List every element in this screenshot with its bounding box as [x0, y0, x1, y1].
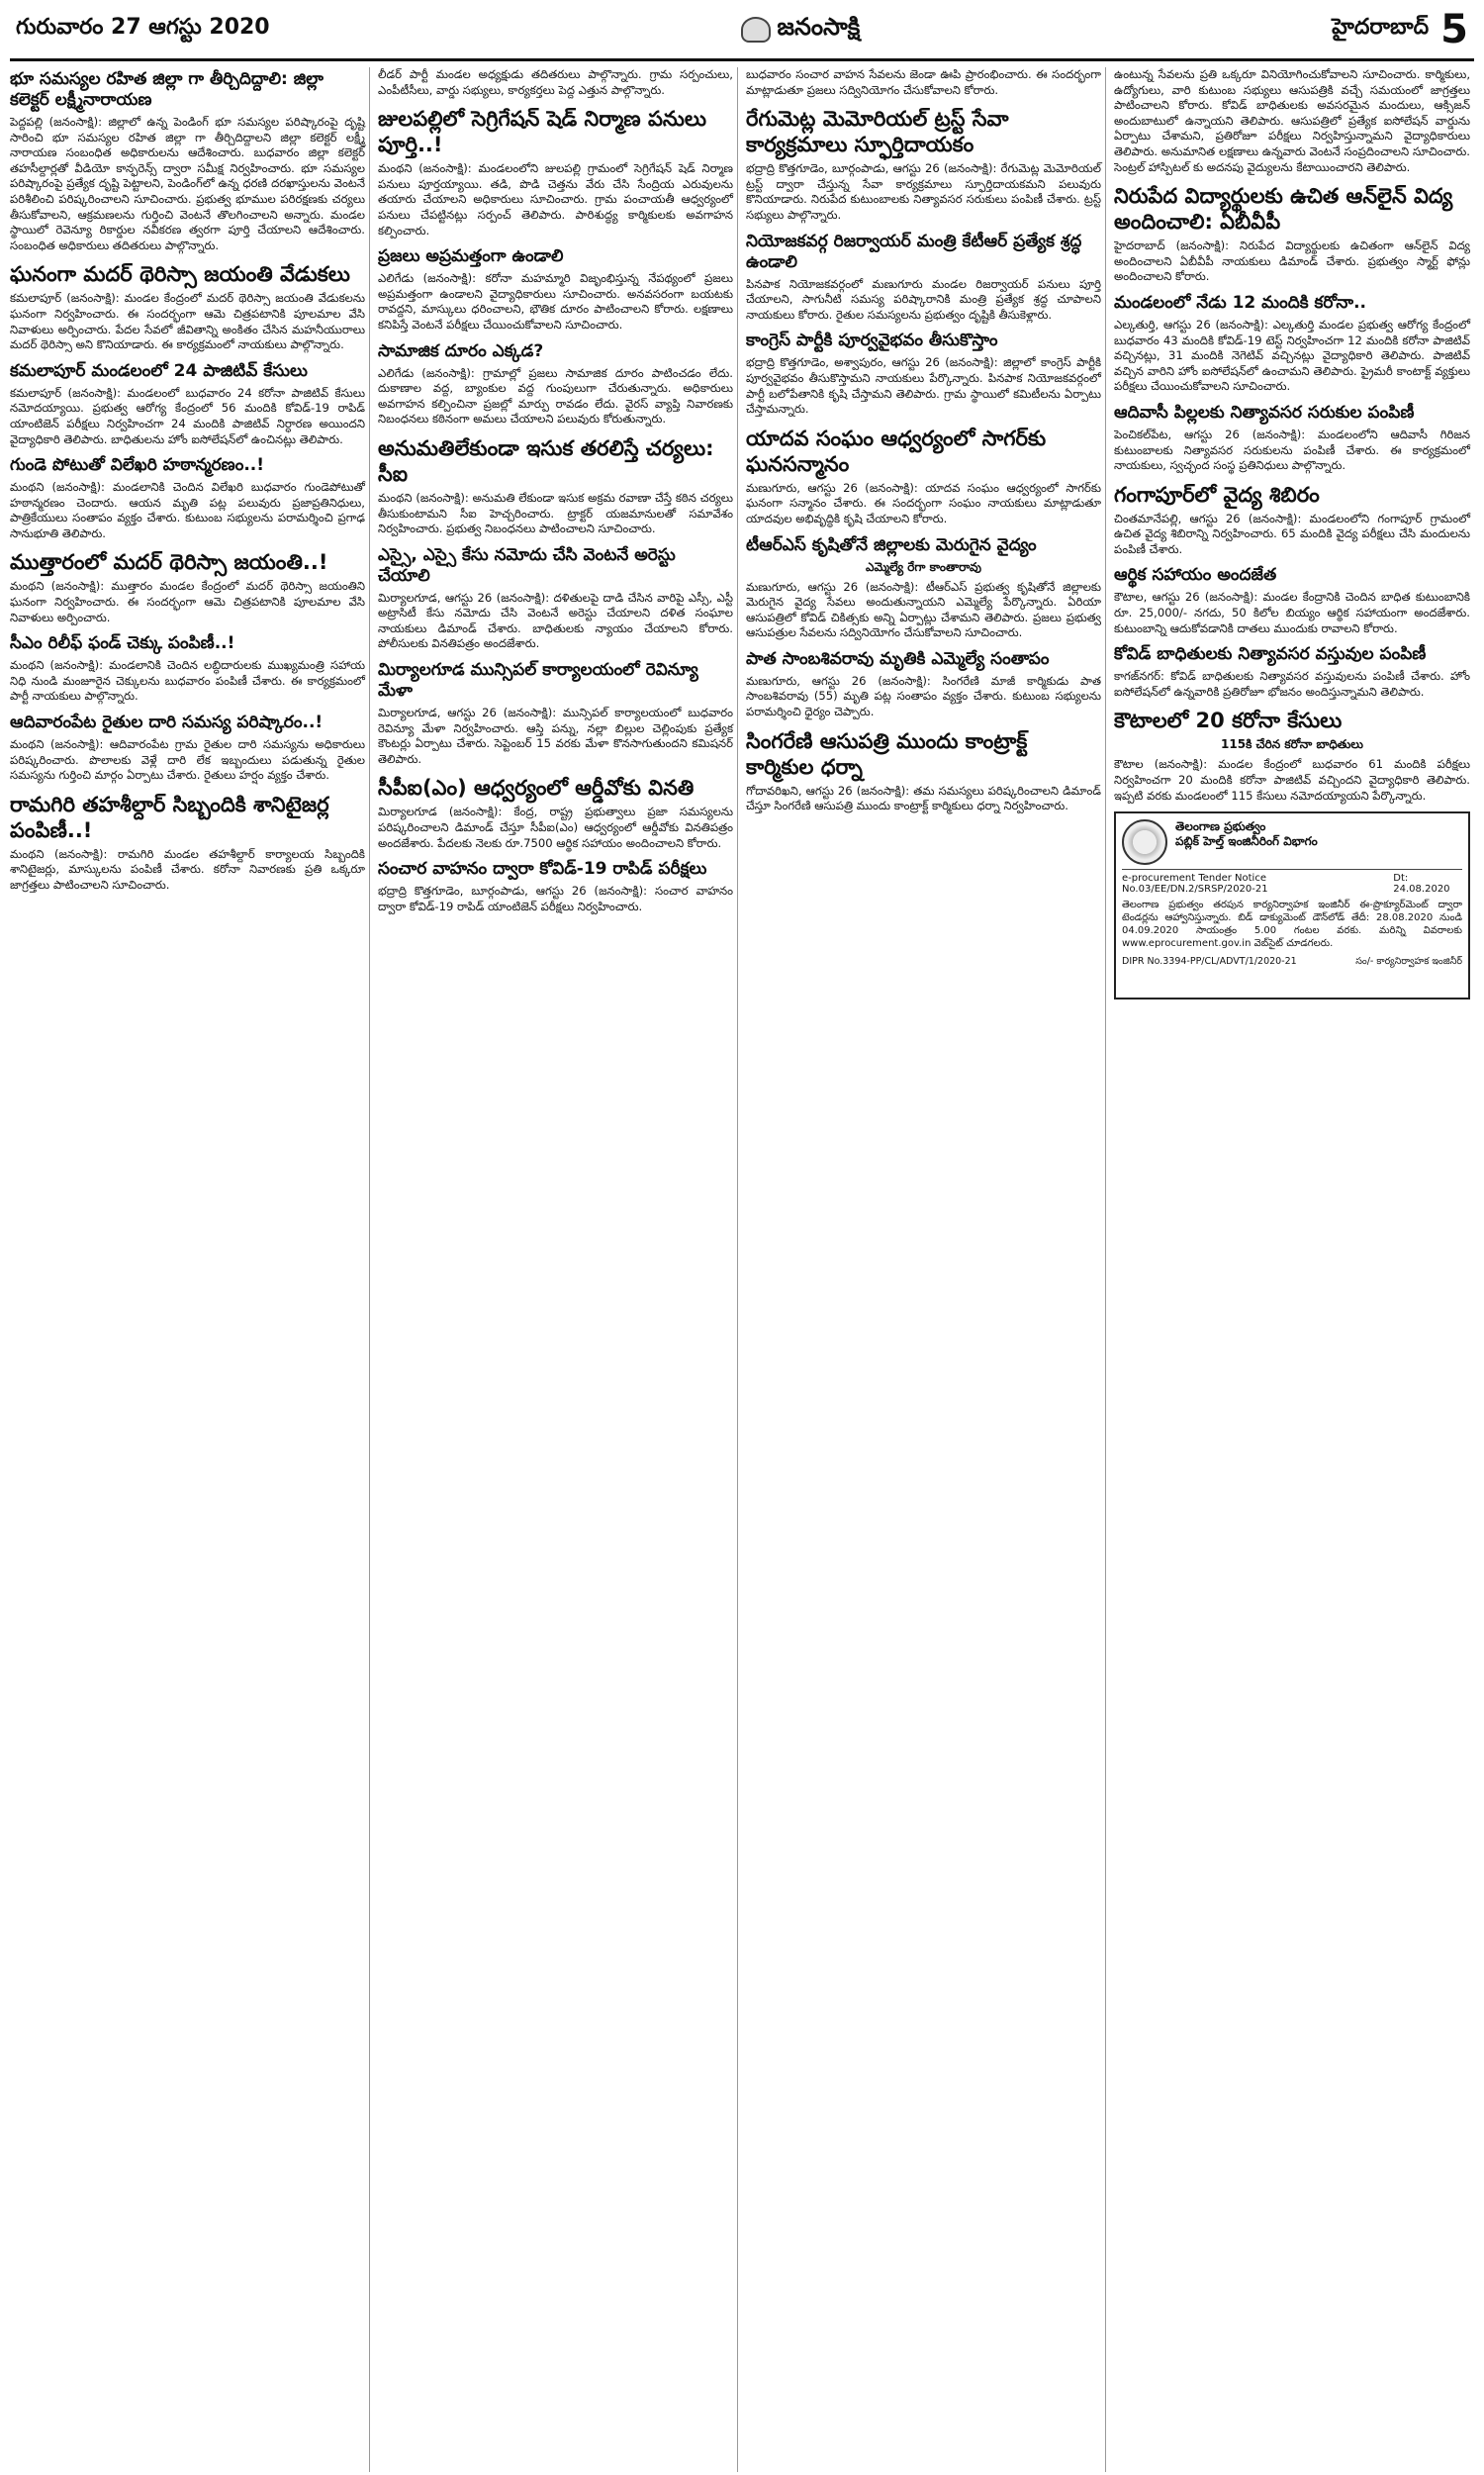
article-body: మంథని (జనంసాక్షి): ఆదివారంపేట గ్రామ రైతుల దారి సమస్యను అధికారులు పరిష్కరించారు. పొలాలకు వెళ్లే దారి లేక ఇబ్బందులు పడుతున్న రైతుల సమస్యను గుర్తించి మార్గం ఏర్పాటు చేశారు. రైతులు హర్షం వ్యక్తం చేశారు.: [10, 737, 365, 783]
news-article: [378, 67, 733, 98]
ad-date: Dt: 24.08.2020: [1393, 873, 1450, 896]
article-headline: రేగుమెట్ల మెమోరియల్ ట్రస్ట్ సేవా కార్యక్రమాలు స్ఫూర్తిదాయకం: [746, 107, 1009, 157]
article-body: కాగజ్‌నగర్: కోవిడ్ బాధితులకు నిత్యావసర వస్తువులను పంపిణీ చేశారు. హోం ఐసోలేషన్‌లో ఉన్నవారికి ప్రతిరోజూ భోజనం అందిస్తున్నామని తెలిపారు.: [1114, 669, 1470, 699]
news-article: [378, 106, 733, 238]
article-body: ఉంటున్న సేవలను ప్రతి ఒక్కరూ వినియోగించుకోవాలని సూచించారు. కార్మికులు, ఉద్యోగులు, వారి కుటుంబ సభ్యులు ఆసుపత్రికి వచ్చే సమయంలో జాగ్రత్తలు పాటించాలని కోరారు. కోవిడ్ బాధితులకు అవసరమైన మందులు, ఆక్సిజన్ అందుబాటులో ఉన్నాయని తెలిపారు. ఆసుపత్రిలో ప్రత్యేక ఐసోలేషన్ వార్డును ఏర్పాటు చేశామని, ప్రతిరోజూ పరీక్షలు నిర్వహిస్తున్నామని వైద్యాధికారులు తెలిపారు. అనుమానిత లక్షణాలు ఉన్నవారు వెంటనే సంప్రదించాలని సూచించారు. సెంట్రల్ హాస్పిటల్ కు అదనపు వైద్యులను కేటాయించారని తెలిపారు.: [1114, 67, 1470, 174]
article-body: కౌటాల (జనంసాక్షి): మండల కేంద్రంలో బుధవారం 61 మందికి పరీక్షలు నిర్వహించగా 20 మందికి కరోనా పాజిటివ్ వచ్చిందని వైద్యాధికారి తెలిపారు. ఇప్పటి వరకు మండలంలో 115 కేసులు నమోదయ్యాయని పేర్కొన్నారు.: [1114, 757, 1470, 803]
news-article: [10, 549, 365, 625]
news-article: [1114, 403, 1470, 474]
article-body: మంథని (జనంసాక్షి): మండలానికి చెందిన లబ్ధిదారులకు ముఖ్యమంత్రి సహాయ నిధి నుండి మంజూరైన చెక్కులను బుధవారం పంపిణీ చేశారు. ఈ కార్యక్రమంలో పార్టీ నాయకులు పాల్గొన్నారు.: [10, 658, 365, 704]
news-article: [10, 361, 365, 447]
article-headline: సంచార వాహనం ద్వారా కోవిడ్-19 రాపిడ్ పరీక్షలు: [378, 859, 707, 880]
article-body: ఎలిగేడు (జనంసాక్షి): గ్రామాల్లో ప్రజలు సామాజిక దూరం పాటించడం లేదు. దుకాణాల వద్ద, బ్యాంకుల వద్ద గుంపులుగా చేరుతున్నారు. అధికారులు అవగాహన కల్పించినా ప్రజల్లో మార్పు రావడం లేదు. వైరస్ వ్యాప్తి నివారణకు నిబంధనలు కఠినంగా అమలు చేయాలని పలువురు కోరుతున్నారు.: [378, 365, 733, 427]
news-article: [1114, 183, 1470, 285]
column-3: [746, 67, 1106, 2472]
article-body: మిర్యాలగూడ, ఆగస్టు 26 (జనంసాక్షి): మున్సిపల్ కార్యాలయంలో బుధవారం రెవిన్యూ మేళా నిర్వహించారు. ఆస్తి పన్ను, నల్లా బిల్లుల చెల్లింపుకు ప్రత్యేక కౌంటర్లు ఏర్పాటు చేశారు. సెప్టెంబర్ 15 వరకు మేళా కొనసాగుతుందని కమిషనర్ తెలిపారు.: [378, 706, 733, 766]
news-article: [10, 455, 365, 541]
article-headline: యాదవ సంఘం ఆధ్వర్యంలో సాగర్‌కు ఘనసన్మానం: [746, 426, 1047, 476]
article-headline: గుండె పోటుతో విలేఖరి హఠాన్మరణం..!: [10, 455, 265, 476]
news-article: [10, 633, 365, 705]
news-article: [1114, 708, 1470, 804]
column-2: [378, 67, 738, 2472]
article-headline: కమలాపూర్ మండలంలో 24 పాజిటివ్ కేసులు: [10, 360, 308, 381]
news-article: [10, 69, 365, 253]
article-headline: నియోజకవర్గ రిజర్వాయర్ మంత్రి కేటీఆర్ ప్రత్యేక శ్రద్ధ ఉండాలి: [746, 231, 1082, 272]
article-body: చింతమానేపల్లి, ఆగస్టు 26 (జనంసాక్షి): మండలంలోని గంగాపూర్ గ్రామంలో ఉచిత వైద్య శిబిరాన్ని నిర్వహించారు. 65 మందికి వైద్య పరీక్షలు చేసి మందులను పంపిణీ చేశారు.: [1114, 511, 1470, 556]
news-article: [1114, 67, 1470, 175]
article-body: పినపాక నియోజకవర్గంలో మణుగూరు మండల రిజర్వాయర్ పనులు పూర్తి చేయాలని, సాగునీటి సమస్య పరిష్కారానికి మంత్రి ప్రత్యేక శ్రద్ధ చూపాలని నాయకులు కోరారు. రైతుల సమస్యలను ప్రభుత్వం దృష్టికి తీసుకెళ్లారు.: [746, 276, 1101, 322]
article-headline: నిరుపేద విద్యార్థులకు ఉచిత ఆన్‌లైన్ విద్య అందించాలి: ఏబీవీపీ: [1114, 184, 1453, 235]
article-body: లీడర్ పార్టీ మండల అధ్యక్షుడు తదితరులు పాల్గొన్నారు. గ్రామ సర్పంచులు, ఎంపీటీసీలు, వార్డు సభ్యులు, కార్యకర్తలు పెద్ద ఎత్తున పాల్గొన్నారు.: [378, 67, 733, 97]
news-article: [1114, 293, 1470, 395]
article-body: ఎల్కతుర్తి, ఆగస్టు 26 (జనంసాక్షి): ఎల్కతుర్తి మండల ప్రభుత్వ ఆరోగ్య కేంద్రంలో బుధవారం 43 మందికి కోవిడ్-19 టెస్ట్ నిర్వహించగా 12 మందికి కరోనా పాజిటివ్ వచ్చినట్లు, 31 మందికి నెగెటివ్ వచ్చినట్లు వైద్యాధికారి తెలిపారు. పాజిటివ్ వచ్చిన వారిని హోం ఐసోలేషన్‌లో ఉంచామని తెలిపారు. ప్రైమరీ కాంటాక్ట్ వ్యక్తులు పరీక్షలు చేయించుకోవాలని సూచించారు.: [1114, 317, 1470, 394]
news-article: [378, 341, 733, 428]
news-article: [10, 792, 365, 894]
article-headline: సామాజిక దూరం ఎక్కడ?: [378, 340, 544, 361]
column-4: [1114, 67, 1474, 2472]
article-body: మంథని (జనంసాక్షి): రామగిరి మండల తహశీల్దార్ కార్యాలయ సిబ్బందికి శానిటైజర్లు, మాస్కులను పంపిణీ చేశారు. కరోనా నివారణకు ప్రతి ఒక్కరూ జాగ్రత్తలు పాటించాలని సూచించారు.: [10, 846, 365, 892]
ad-dept: తెలంగాణ ప్రభుత్వం: [1175, 819, 1266, 834]
article-body: గోదావరిఖని, ఆగస్టు 26 (జనంసాక్షి): తమ సమస్యలు పరిష్కరించాలని డిమాండ్ చేస్తూ సింగరేణి ఆసుపత్రి ముందు కాంట్రాక్ట్ కార్మికులు ధర్నా నిర్వహించారు.: [746, 783, 1101, 813]
article-body: మణుగూరు, ఆగస్టు 26 (జనంసాక్షి): టీఆర్ఎస్ ప్రభుత్వ కృషితోనే జిల్లాలకు మెరుగైన వైద్య సేవలు అందుతున్నాయని ఎమ్మెల్యే పేర్కొన్నారు. ఏరియా ఆసుపత్రిలో కోవిడ్ చికిత్సకు అన్ని ఏర్పాట్లు చేశామని తెలిపారు. ప్రజలు ప్రభుత్వ ఆసుపత్రుల సేవలను సద్వినియోగం చేసుకోవాలని సూచించారు.: [746, 579, 1101, 640]
issue-date: గురువారం 27 ఆగస్టు 2020: [16, 14, 270, 40]
article-body: మంథని (జనంసాక్షి): మండలంలోని జులపల్లి గ్రామంలో సెగ్రిగేషన్ షెడ్ నిర్మాణ పనులు పూర్తయ్యాయి. తడి, పొడి చెత్తను వేరు చేసి సేంద్రియ ఎరువులను తయారు చేయాలని అధికారులు సూచించారు. గ్రామ పంచాయతీ ఆధ్వర్యంలో పనులు చేపట్టినట్లు సర్పంచ్ తెలిపారు. పారిశుద్ధ్య కార్మికులకు అవగాహన కల్పించారు.: [378, 161, 733, 238]
article-body: పెంచికల్‌పేట, ఆగస్టు 26 (జనంసాక్షి): మండలంలోని ఆదివాసీ గిరిజన కుటుంబాలకు నిత్యావసర సరుకులను పంపిణీ చేశారు. ఈ కార్యక్రమంలో నాయకులు, స్వచ్ఛంద సంస్థ ప్రతినిధులు పాల్గొన్నారు.: [1114, 427, 1470, 473]
article-headline: ప్రజలు అప్రమత్తంగా ఉండాలి: [378, 246, 564, 267]
article-headline: ఎస్సై, ఎస్సై కేసు నమోదు చేసి వెంటనే అరెస్టు చేయాలి: [378, 544, 676, 586]
article-body: మిర్యాలగూడ (జనంసాక్షి): కేంద్ర, రాష్ట్ర ప్రభుత్వాలు ప్రజా సమస్యలను పరిష్కరించాలని డిమాండ్ చేస్తూ సీపీఐ(ఎం) ఆధ్వర్యంలో ఆర్డీవోకు వినతిపత్రం అందజేశారు. పేదలకు నెలకు రూ.7500 ఆర్థిక సహాయం అందించాలని కోరారు.: [378, 805, 733, 850]
ad-tender-no: e-procurement Tender Notice No.03/EE/DN.2/SRSP/2020-21: [1122, 873, 1268, 896]
ad-footer: [1122, 956, 1462, 969]
article-body: హైదరాబాద్ (జనంసాక్షి): నిరుపేద విద్యార్థులకు ఉచితంగా ఆన్‌లైన్ విద్య అందించాలని ఏబీవీపీ నాయకులు డిమాండ్ చేశారు. ప్రభుత్వం స్మార్ట్ ఫోన్లు అందించాలని కోరారు.: [1114, 238, 1470, 284]
news-article: [1114, 644, 1470, 700]
article-headline: ముత్తారంలో మదర్ థెరిస్సా జయంతి..!: [10, 550, 328, 575]
article-body: ఎలిగేడు (జనంసాక్షి): కరోనా మహమ్మారి విజృంభిస్తున్న నేపథ్యంలో ప్రజలు అప్రమత్తంగా ఉండాలని వైద్యాధికారులు సూచించారు. అనవసరంగా బయటకు రావద్దని, మాస్కులు ధరించాలని, భౌతిక దూరం పాటించాలని కోరారు. లక్షణాలు కనిపిస్తే వెంటనే పరీక్షలు చేయించుకోవాలని సూచించారు.: [378, 271, 733, 332]
news-article: [10, 261, 365, 352]
news-columns: [10, 67, 1474, 2472]
article-headline: భూ సమస్యల రహిత జిల్లా గా తీర్చిదిద్దాలి: జిల్లా కలెక్టర్ లక్ష్మీనారాయణ: [10, 69, 324, 110]
ad-signature: సం/- కార్యనిర్వాహక ఇంజినీర్: [1355, 956, 1462, 968]
news-article: [746, 232, 1101, 324]
news-article: [1114, 482, 1470, 558]
article-headline: ఘనంగా మదర్ థెరిస్సా జయంతి వేడుకలు: [10, 262, 350, 287]
page-number: 5: [1440, 6, 1468, 52]
article-body: కమలాపూర్ (జనంసాక్షి): మండల కేంద్రంలో మదర్ థెరిస్సా జయంతి వేడుకలను ఘనంగా నిర్వహించారు. ఈ సందర్భంగా ఆమె చిత్రపటానికి పూలమాల వేసి నివాళులు అర్పించారు. పేదల సేవలో జీవితాన్ని అంకితం చేసిన మహనీయురాలు మదర్ థెరిస్సా అని కొనియాడారు. ఈ కార్యక్రమంలో నాయకులు పాల్గొన్నారు.: [10, 291, 365, 352]
article-body: బుధవారం సంచార వాహన సేవలను జెండా ఊపి ప్రారంభించారు. ఈ సందర్భంగా మాట్లాడుతూ ప్రజలు సద్వినియోగం చేసుకోవాలని కోరారు.: [746, 67, 1101, 97]
article-headline: సీపీఐ(ఎం) ఆధ్వర్యంలో ఆర్డీవోకు వినతి: [378, 776, 695, 801]
ad-heading-block: [1175, 819, 1318, 849]
news-article: [746, 426, 1101, 527]
masthead-right: [1332, 7, 1468, 52]
news-article: [10, 713, 365, 784]
article-subheadline: ఎమ్మెల్యే రేగా కాంతారావు: [866, 559, 981, 574]
article-headline: గంగాపూర్‌లో వైద్య శిబిరం: [1114, 482, 1320, 507]
paper-name: జనంసాక్షి: [777, 12, 861, 41]
article-headline: టీఆర్ఎస్ కృషితోనే జిల్లాలకు మెరుగైన వైద్యం: [746, 534, 1037, 555]
article-body: భద్రాద్రి కొత్తగూడెం, బూర్గంపాడు, ఆగస్టు 26 (జనంసాక్షి): రేగుమెట్ల మెమోరియల్ ట్రస్ట్ ద్వారా చేస్తున్న సేవా కార్యక్రమాలు స్ఫూర్తిదాయకమని పలువురు కొనియాడారు. నిరుపేద కుటుంబాలకు నిత్యావసర సరుకులు పంపిణీ చేశారు. ట్రస్ట్ సభ్యులు పాల్గొన్నారు.: [746, 161, 1101, 222]
article-headline: కౌటాలలో 20 కరోనా కేసులు: [1114, 709, 1343, 733]
article-body: మణుగూరు, ఆగస్టు 26 (జనంసాక్షి): సింగరేణి మాజీ కార్మికుడు పాత సాంబశివరావు (55) మృతి పట్ల సంతాపం వ్యక్తం చేశారు. కుటుంబ సభ్యులను పరామర్శించి ధైర్యం చెప్పారు.: [746, 673, 1101, 719]
masthead: [10, 0, 1474, 61]
article-body: భద్రాద్రి కొత్తగూడెం, బూర్గంపాడు, ఆగస్టు 26 (జనంసాక్షి): సంచార వాహనం ద్వారా కోవిడ్-19 రాపిడ్ యాంటిజెన్ పరీక్షలు నిర్వహించారు.: [378, 884, 733, 913]
article-headline: సీఎం రిలీఫ్ ఫండ్ చెక్కు పంపిణీ..!: [10, 633, 235, 654]
govt-seal-icon: [1122, 819, 1167, 865]
article-headline: సింగరేణి ఆసుపత్రి ముందు కాంట్రాక్ట్ కార్మికుల ధర్నా: [746, 728, 1028, 779]
article-headline: కోవిడ్ బాధితులకు నిత్యావసర వస్తువుల పంపిణీ: [1114, 644, 1427, 665]
article-headline: మండలంలో నేడు 12 మందికి కరోనా..: [1114, 292, 1366, 313]
ad-office: పబ్లిక్ హెల్త్ ఇంజినీరింగ్ విభాగం: [1175, 834, 1318, 849]
news-article: [378, 246, 733, 333]
column-1: [10, 67, 370, 2472]
news-article: [378, 660, 733, 767]
ad-header: [1122, 819, 1462, 865]
paper-brand: [741, 13, 860, 47]
ad-meta: [1122, 869, 1462, 895]
news-article: [746, 728, 1101, 814]
article-headline: జులపల్లిలో సెగ్రిగేషన్ షెడ్ నిర్మాణ పనులు పూర్తి..!: [378, 107, 707, 157]
edition-city: హైదరాబాద్: [1332, 14, 1430, 40]
ad-body: తెలంగాణ ప్రభుత్వం తరపున కార్యనిర్వాహక ఇంజినీర్ ఈ-ప్రొక్యూర్‌మెంట్ ద్వారా టెండర్లను ఆహ్వానిస్తున్నారు. బిడ్ డాక్యుమెంట్ డౌన్‌లోడ్ తేదీ: 28.08.2020 నుండి 04.09.2020 సాయంత్రం 5.00 గంటల వరకు. మరిన్ని వివరాలకు www.eprocurement.gov.in వెబ్‌సైట్ చూడగలరు.: [1122, 900, 1462, 950]
news-article: [746, 649, 1101, 720]
article-body: భద్రాద్రి కొత్తగూడెం, అశ్వాపురం, ఆగస్టు 26 (జనంసాక్షి): జిల్లాలో కాంగ్రెస్ పార్టీకి పూర్వవైభవం తీసుకొస్తామని నాయకులు పేర్కొన్నారు. పినపాక నియోజకవర్గంలో పార్టీ బలోపేతానికి కృషి చేస్తామని తెలిపారు. గ్రామ స్థాయిలో కమిటీలను ఏర్పాటు చేస్తామన్నారు.: [746, 355, 1101, 417]
article-body: మణుగూరు, ఆగస్టు 26 (జనంసాక్షి): యాదవ సంఘం ఆధ్వర్యంలో సాగర్‌కు ఘనంగా సన్మానం చేశారు. ఈ సందర్భంగా సంఘం నాయకులు మాట్లాడుతూ యాదవుల అభివృద్ధికి కృషి చేయాలని కోరారు.: [746, 480, 1101, 525]
article-headline: పాత సాంబశివరావు మృతికి ఎమ్మెల్యే సంతాపం: [746, 648, 1050, 669]
news-article: [746, 67, 1101, 98]
ad-ref: DIPR No.3394-PP/CL/ADVT/1/2020-21: [1122, 956, 1297, 968]
article-body: కమలాపూర్ (జనంసాక్షి): మండలంలో బుధవారం 24 కరోనా పాజిటివ్ కేసులు నమోదయ్యాయి. ప్రభుత్వ ఆరోగ్య కేంద్రంలో 56 మందికి కోవిడ్-19 రాపిడ్ యాంటిజెన్ పరీక్షలు నిర్వహించగా 24 మందికి పాజిటివ్ నిర్ధారణ అయిందని వైద్యాధికారి తెలిపారు. బాధితులను హోం ఐసోలేషన్‌లో ఉంచినట్లు తెలిపారు.: [10, 385, 365, 446]
article-body: మంథని (జనంసాక్షి): ముత్తారం మండల కేంద్రంలో మదర్ థెరిస్సా జయంతిని ఘనంగా నిర్వహించారు. ఈ సందర్భంగా ఆమె చిత్రపటానికి పూలమాల వేసి నివాళులు అర్పించారు.: [10, 579, 365, 624]
news-article: [746, 535, 1101, 641]
news-article: [378, 545, 733, 652]
article-headline: కాంగ్రెస్ పార్టీకి పూర్వవైభవం తీసుకొస్తాం: [746, 331, 998, 351]
article-body: మిర్యాలగూడ, ఆగస్టు 26 (జనంసాక్షి): దళితులపై దాడి చేసిన వారిపై ఎస్సీ, ఎస్టీ అట్రాసిటీ కేసు నమోదు చేసి వెంటనే అరెస్టు చేయాలని దళిత సంఘాల నాయకులు డిమాండ్ చేశారు. బాధితులకు న్యాయం చేయాలని కోరారు. పోలీసులకు వినతిపత్రం అందజేశారు.: [378, 590, 733, 651]
tender-notice-ad: [1114, 811, 1470, 1000]
article-headline: ఆర్థిక సహాయం అందజేత: [1114, 565, 1277, 586]
article-headline: ఆదివాసీ పిల్లలకు నిత్యావసర సరుకుల పంపిణీ: [1114, 402, 1415, 423]
article-headline: మిర్యాలగూడ మున్సిపల్ కార్యాలయంలో రెవిన్యూ మేళా: [378, 660, 698, 702]
article-subheadline: 115కి చేరిన కరోనా బాధితులు: [1221, 737, 1363, 752]
news-article: [746, 331, 1101, 417]
news-article: [746, 106, 1101, 223]
article-body: మంథని (జనంసాక్షి): అనుమతి లేకుండా ఇసుక అక్రమ రవాణా చేస్తే కఠిన చర్యలు తీసుకుంటామని సీఐ హెచ్చరించారు. ట్రాక్టర్ యజమానులతో సమావేశం నిర్వహించారు. ప్రభుత్వ నిబంధనలు పాటించాలని సూచించారు.: [378, 490, 733, 536]
article-body: కౌటాల, ఆగస్టు 26 (జనంసాక్షి): మండల కేంద్రానికి చెందిన బాధిత కుటుంబానికి రూ. 25,000/- నగదు, 50 కిలోల బియ్యం ఆర్థిక సహాయంగా అందజేశారు. కుటుంబాన్ని ఆదుకోవడానికి దాతలు ముందుకు రావాలని కోరారు.: [1114, 590, 1470, 635]
article-headline: ఆదివారంపేట రైతుల దారి సమస్య పరిష్కారం..!: [10, 713, 324, 733]
article-body: మంథని (జనంసాక్షి): మండలానికి చెందిన విలేఖరి బుధవారం గుండెపోటుతో హఠాన్మరణం చెందారు. ఆయన మృతి పట్ల పలువురు ప్రజాప్రతినిధులు, పాత్రికేయులు సంతాపం వ్యక్తం చేశారు. కుటుంబ సభ్యులను పరామర్శించి ప్రగాఢ సానుభూతి తెలిపారు.: [10, 480, 365, 540]
news-article: [1114, 565, 1470, 636]
news-article: [378, 435, 733, 537]
paper-logo-icon: [741, 17, 771, 43]
article-body: పెద్దపల్లి (జనంసాక్షి): జిల్లాలో ఉన్న పెండింగ్ భూ సమస్యల పరిష్కారంపై దృష్టి సారించి భూ సమస్యల రహిత జిల్లా గా తీర్చిదిద్దాలని జిల్లా కలెక్టర్ లక్ష్మీ నారాయణ సంబంధిత అధికారులను ఆదేశించారు. బుధవారం జిల్లా కలెక్టర్ తహసీల్దార్లతో వీడియో కాన్ఫరెన్స్ ద్వారా సమీక్ష నిర్వహించారు. భూ సమస్యల పరిష్కారంపై ప్రత్యేక దృష్టి పెట్టాలని, పెండింగ్‌లో ఉన్న ధరణి దరఖాస్తులను వెంటనే పరిశీలించి పరిష్కరించాలని సూచించారు. ప్రభుత్వ భూముల పరిరక్షణకు చర్యలు తీసుకోవాలని, ఆక్రమణలను గుర్తించి వెంటనే తొలగించాలని అన్నారు. మండల స్థాయిలో రెవెన్యూ రికార్డుల నవీకరణ త్వరగా పూర్తి చేయాలని ఆదేశించారు. సంబంధిత అధికారులు తదితరులు పాల్గొన్నారు.: [10, 115, 365, 252]
article-headline: రామగిరి తహశీల్దార్ సిబ్బందికి శానిటైజర్ల పంపిణీ..!: [10, 792, 329, 842]
news-article: [378, 859, 733, 914]
article-headline: అనుమతిలేకుండా ఇసుక తరలిస్తే చర్యలు: సీఐ: [378, 435, 714, 486]
news-article: [378, 775, 733, 851]
column-4-articles: [1114, 67, 1470, 804]
